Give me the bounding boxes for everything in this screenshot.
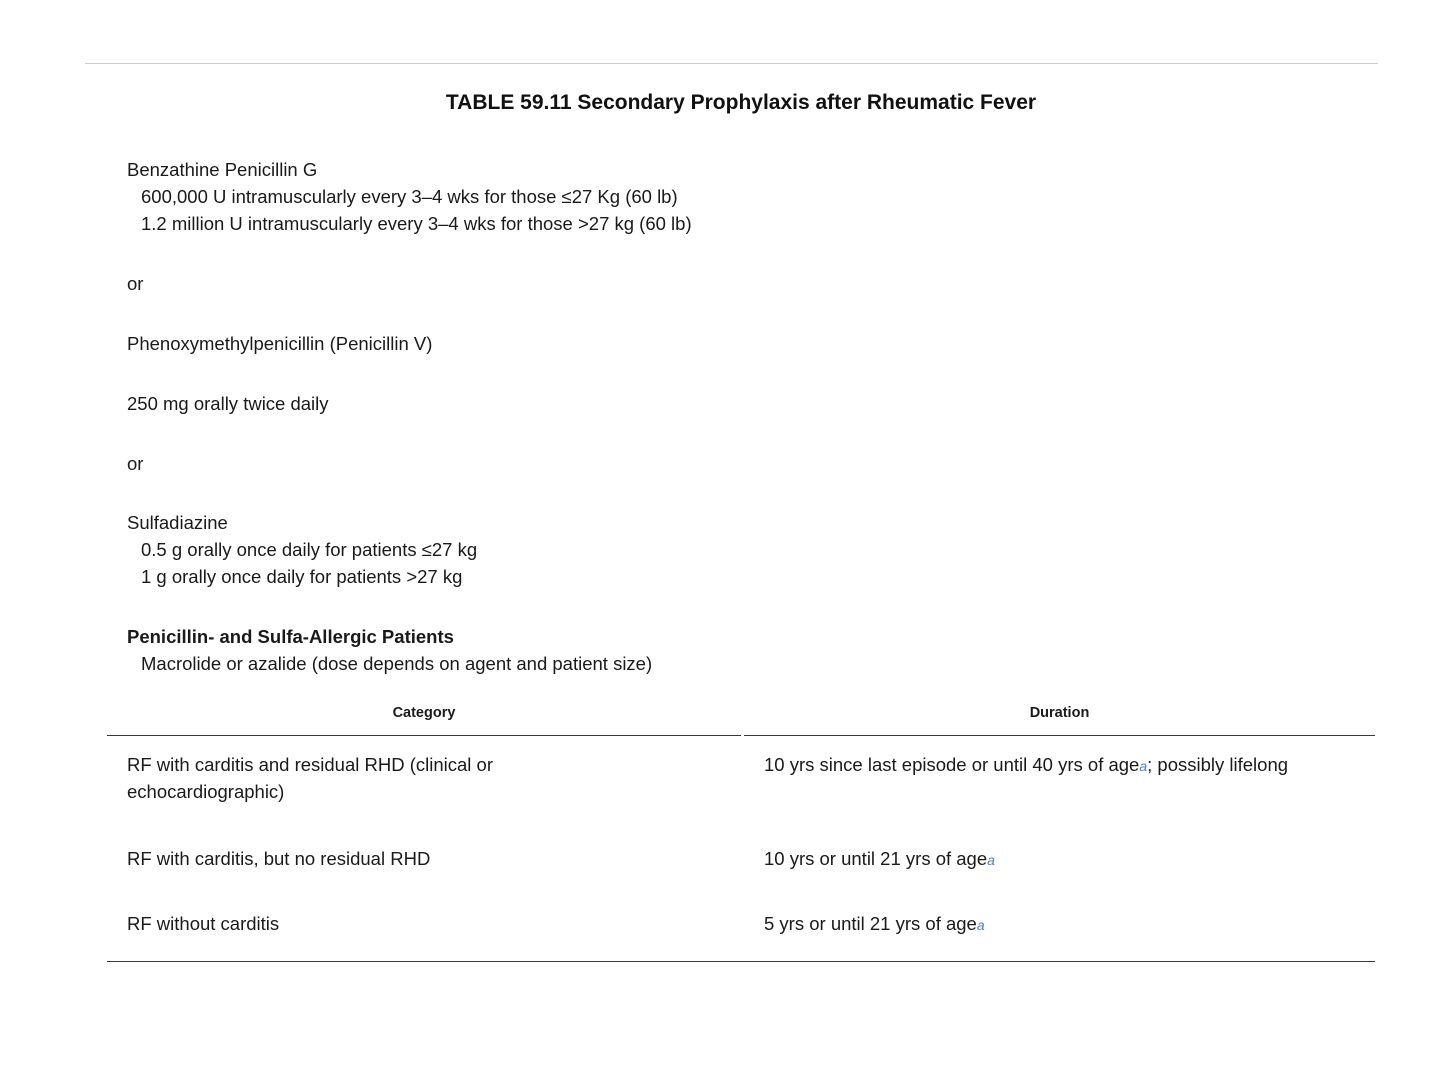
footnote-marker: a	[976, 917, 985, 933]
regimen-sulfa-name: Sulfadiazine	[127, 512, 228, 533]
allergic-heading: Penicillin- and Sulfa-Allergic Patients	[127, 626, 454, 647]
footnote-marker: a	[1139, 758, 1148, 774]
separator-or-2: or	[127, 453, 144, 474]
table-row-3-category: RF without carditis	[127, 913, 280, 934]
table-row-1-duration-text: 10 yrs since last episode or until 40 yrs of age	[764, 754, 1140, 775]
regimen-benzathine-dose-low: 600,000 U intramuscularly every 3–4 wks for those ≤27 Kg (60 lb)	[141, 186, 678, 207]
regimen-sulfa-dose-low: 0.5 g orally once daily for patients ≤27 kg	[141, 539, 478, 560]
regimen-benzathine-name: Benzathine Penicillin G	[127, 159, 318, 180]
table-row-3-duration	[764, 910, 985, 939]
allergic-dose: Macrolide or azalide (dose depends on agent and patient size)	[141, 653, 653, 674]
header-rule-duration	[744, 735, 1375, 736]
separator-or-1: or	[127, 273, 144, 294]
column-header-duration: Duration	[1029, 705, 1090, 721]
table-row-1-duration	[764, 748, 1364, 783]
table-row-3-duration-text: 5 yrs or until 21 yrs of age	[764, 913, 977, 934]
table-row-2-category: RF with carditis, but no residual RHD	[127, 848, 431, 869]
table-row-1-duration-suffix: ; possibly lifelong	[1147, 754, 1289, 775]
header-rule-category	[107, 735, 741, 736]
column-header-category: Category	[392, 705, 456, 721]
regimen-benzathine-dose-high: 1.2 million U intramuscularly every 3–4 wks for those >27 kg (60 lb)	[141, 213, 692, 234]
top-divider	[85, 63, 1378, 64]
regimen-penv-dose: 250 mg orally twice daily	[127, 393, 329, 414]
table-title: TABLE 59.11 Secondary Prophylaxis after Rheumatic Fever	[445, 91, 1037, 114]
table-row-2-duration	[764, 845, 995, 874]
table-row-2-duration-text: 10 yrs or until 21 yrs of age	[764, 848, 988, 869]
table-row-1-category: RF with carditis and residual RHD (clinical or echocardiographic)	[127, 754, 493, 802]
table-bottom-rule	[107, 961, 1375, 962]
footnote-marker: a	[987, 852, 995, 868]
regimen-sulfa-dose-high: 1 g orally once daily for patients >27 kg	[141, 566, 463, 587]
regimen-penv-name: Phenoxymethylpenicillin (Penicillin V)	[127, 333, 433, 354]
